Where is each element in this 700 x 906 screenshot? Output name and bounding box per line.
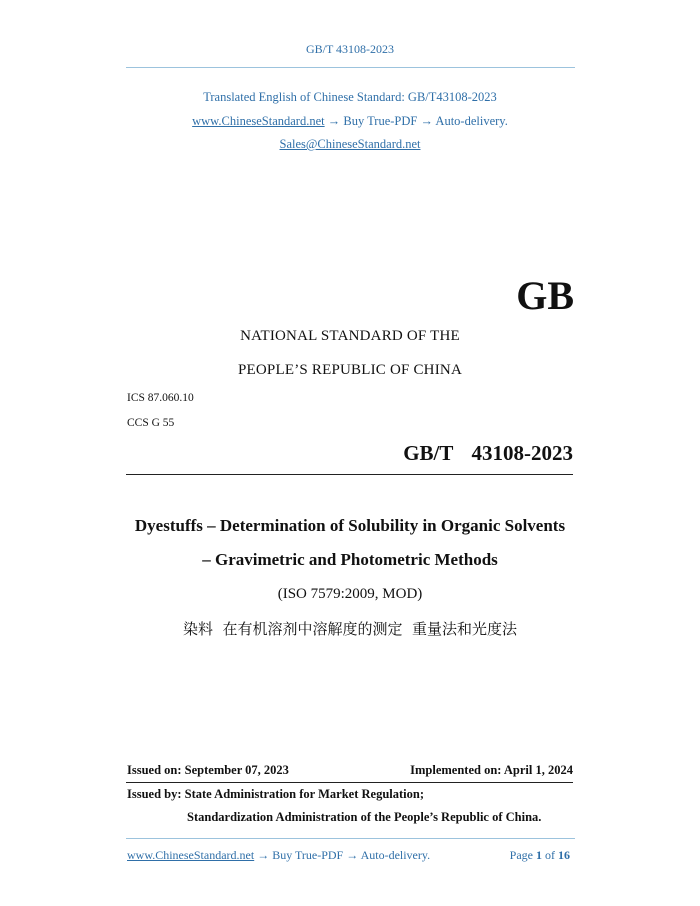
promo-line — [0, 114, 700, 129]
footer-promo — [127, 848, 430, 863]
of-label: of — [542, 848, 558, 862]
page-number: 1 — [536, 848, 542, 862]
email-line — [0, 137, 700, 152]
national-standard-line1: NATIONAL STANDARD OF THE — [240, 328, 460, 344]
ccs-code: CCS G 55 — [127, 417, 175, 429]
page-header: GB/T 43108-2023 — [305, 42, 395, 56]
site-link[interactable]: www.ChineseStandard.net — [192, 114, 325, 128]
implemented-on: Implemented on: April 1, 2024 — [410, 763, 573, 777]
footer-promo-tail: → Buy True-PDF → Auto-delivery. — [254, 848, 431, 862]
issued-by-line1: Issued by: State Administration for Market Regulation; — [127, 787, 424, 801]
chinese-title: 染料 在有机溶剂中溶解度的测定 重量法和光度法 — [182, 620, 518, 638]
dates-rule — [126, 782, 573, 783]
title-line2: – Gravimetric and Photometric Methods — [202, 550, 498, 569]
title-rule — [126, 474, 573, 475]
issued-by-line2: Standardization Administration of the People’s Republic of China. — [187, 810, 542, 824]
gb-mark: GB — [516, 273, 574, 318]
standard-number: GB/T 43108-2023 — [403, 441, 573, 465]
promo-tail: → Buy True-PDF → Auto-delivery. — [324, 114, 508, 128]
iso-reference: (ISO 7579:2009, MOD) — [277, 586, 423, 602]
page-indicator — [510, 848, 570, 863]
page-label: Page — [509, 848, 536, 862]
national-standard-line2: PEOPLE’S REPUBLIC OF CHINA — [238, 362, 462, 378]
issued-on: Issued on: September 07, 2023 — [127, 763, 289, 777]
footer-rule — [126, 838, 575, 839]
header-rule — [126, 67, 575, 68]
page-total: 16 — [558, 848, 570, 862]
translation-notice: Translated English of Chinese Standard: GB/T43108-2023 — [203, 90, 497, 104]
title-line1: Dyestuffs – Determination of Solubility in Organic Solvents — [134, 516, 566, 535]
ics-code: ICS 87.060.10 — [127, 392, 194, 404]
email-link[interactable]: Sales@ChineseStandard.net — [279, 137, 421, 151]
footer-site-link[interactable]: www.ChineseStandard.net — [127, 848, 255, 862]
